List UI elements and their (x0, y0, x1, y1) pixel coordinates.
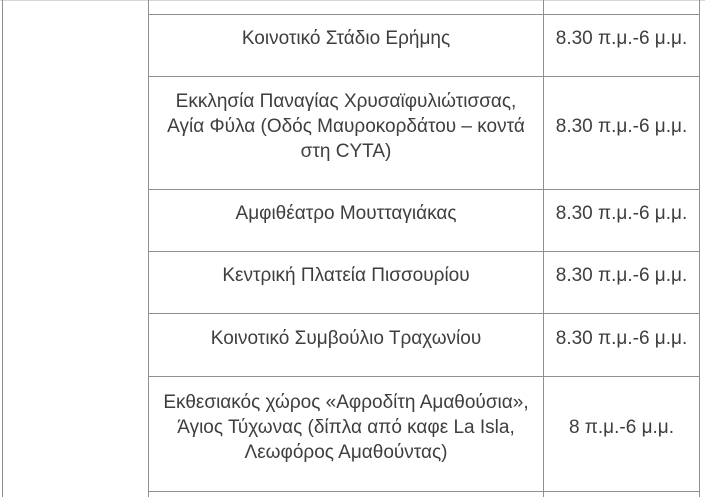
location-cell: Εκκλησία Παναγίας Χρυσαϊφυλιώτισσας, Αγία Φύλα (Οδός Μαυροκορδάτου – κοντά στη CYTA) (149, 77, 544, 190)
clipped-hours-cell (544, 0, 700, 15)
clipped-hours-cell (544, 492, 700, 497)
location-cell: Εκθεσιακός χώρος «Αφροδίτη Αμαθούσια», Άγιος Τύχωνας (δίπλα από καφε La Isla, Λεωφόρος Αμαθούντας) (149, 377, 544, 492)
hours-cell: 8.30 π.μ.-6 μ.μ. (544, 190, 700, 252)
location-cell: Αμφιθέατρο Μουτταγιάκας (149, 190, 544, 252)
schedule-table (2, 0, 700, 497)
hours-cell: 8.30 π.μ.-6 μ.μ. (544, 77, 700, 190)
clipped-location-cell (149, 0, 544, 15)
partial-top-row (3, 0, 700, 15)
location-cell: Κοινοτικό Συμβούλιο Τραχωνίου (149, 314, 544, 377)
location-cell: Κοινοτικό Στάδιο Ερήμης (149, 15, 544, 77)
hours-cell: 8.30 π.μ.-6 μ.μ. (544, 15, 700, 77)
hours-cell: 8.30 π.μ.-6 μ.μ. (544, 252, 700, 314)
clipped-location-cell (149, 492, 544, 497)
hours-cell: 8 π.μ.-6 μ.μ. (544, 377, 700, 492)
left-spacer-cell (3, 0, 149, 497)
location-cell: Κεντρική Πλατεία Πισσουρίου (149, 252, 544, 314)
hours-cell: 8.30 π.μ.-6 μ.μ. (544, 314, 700, 377)
